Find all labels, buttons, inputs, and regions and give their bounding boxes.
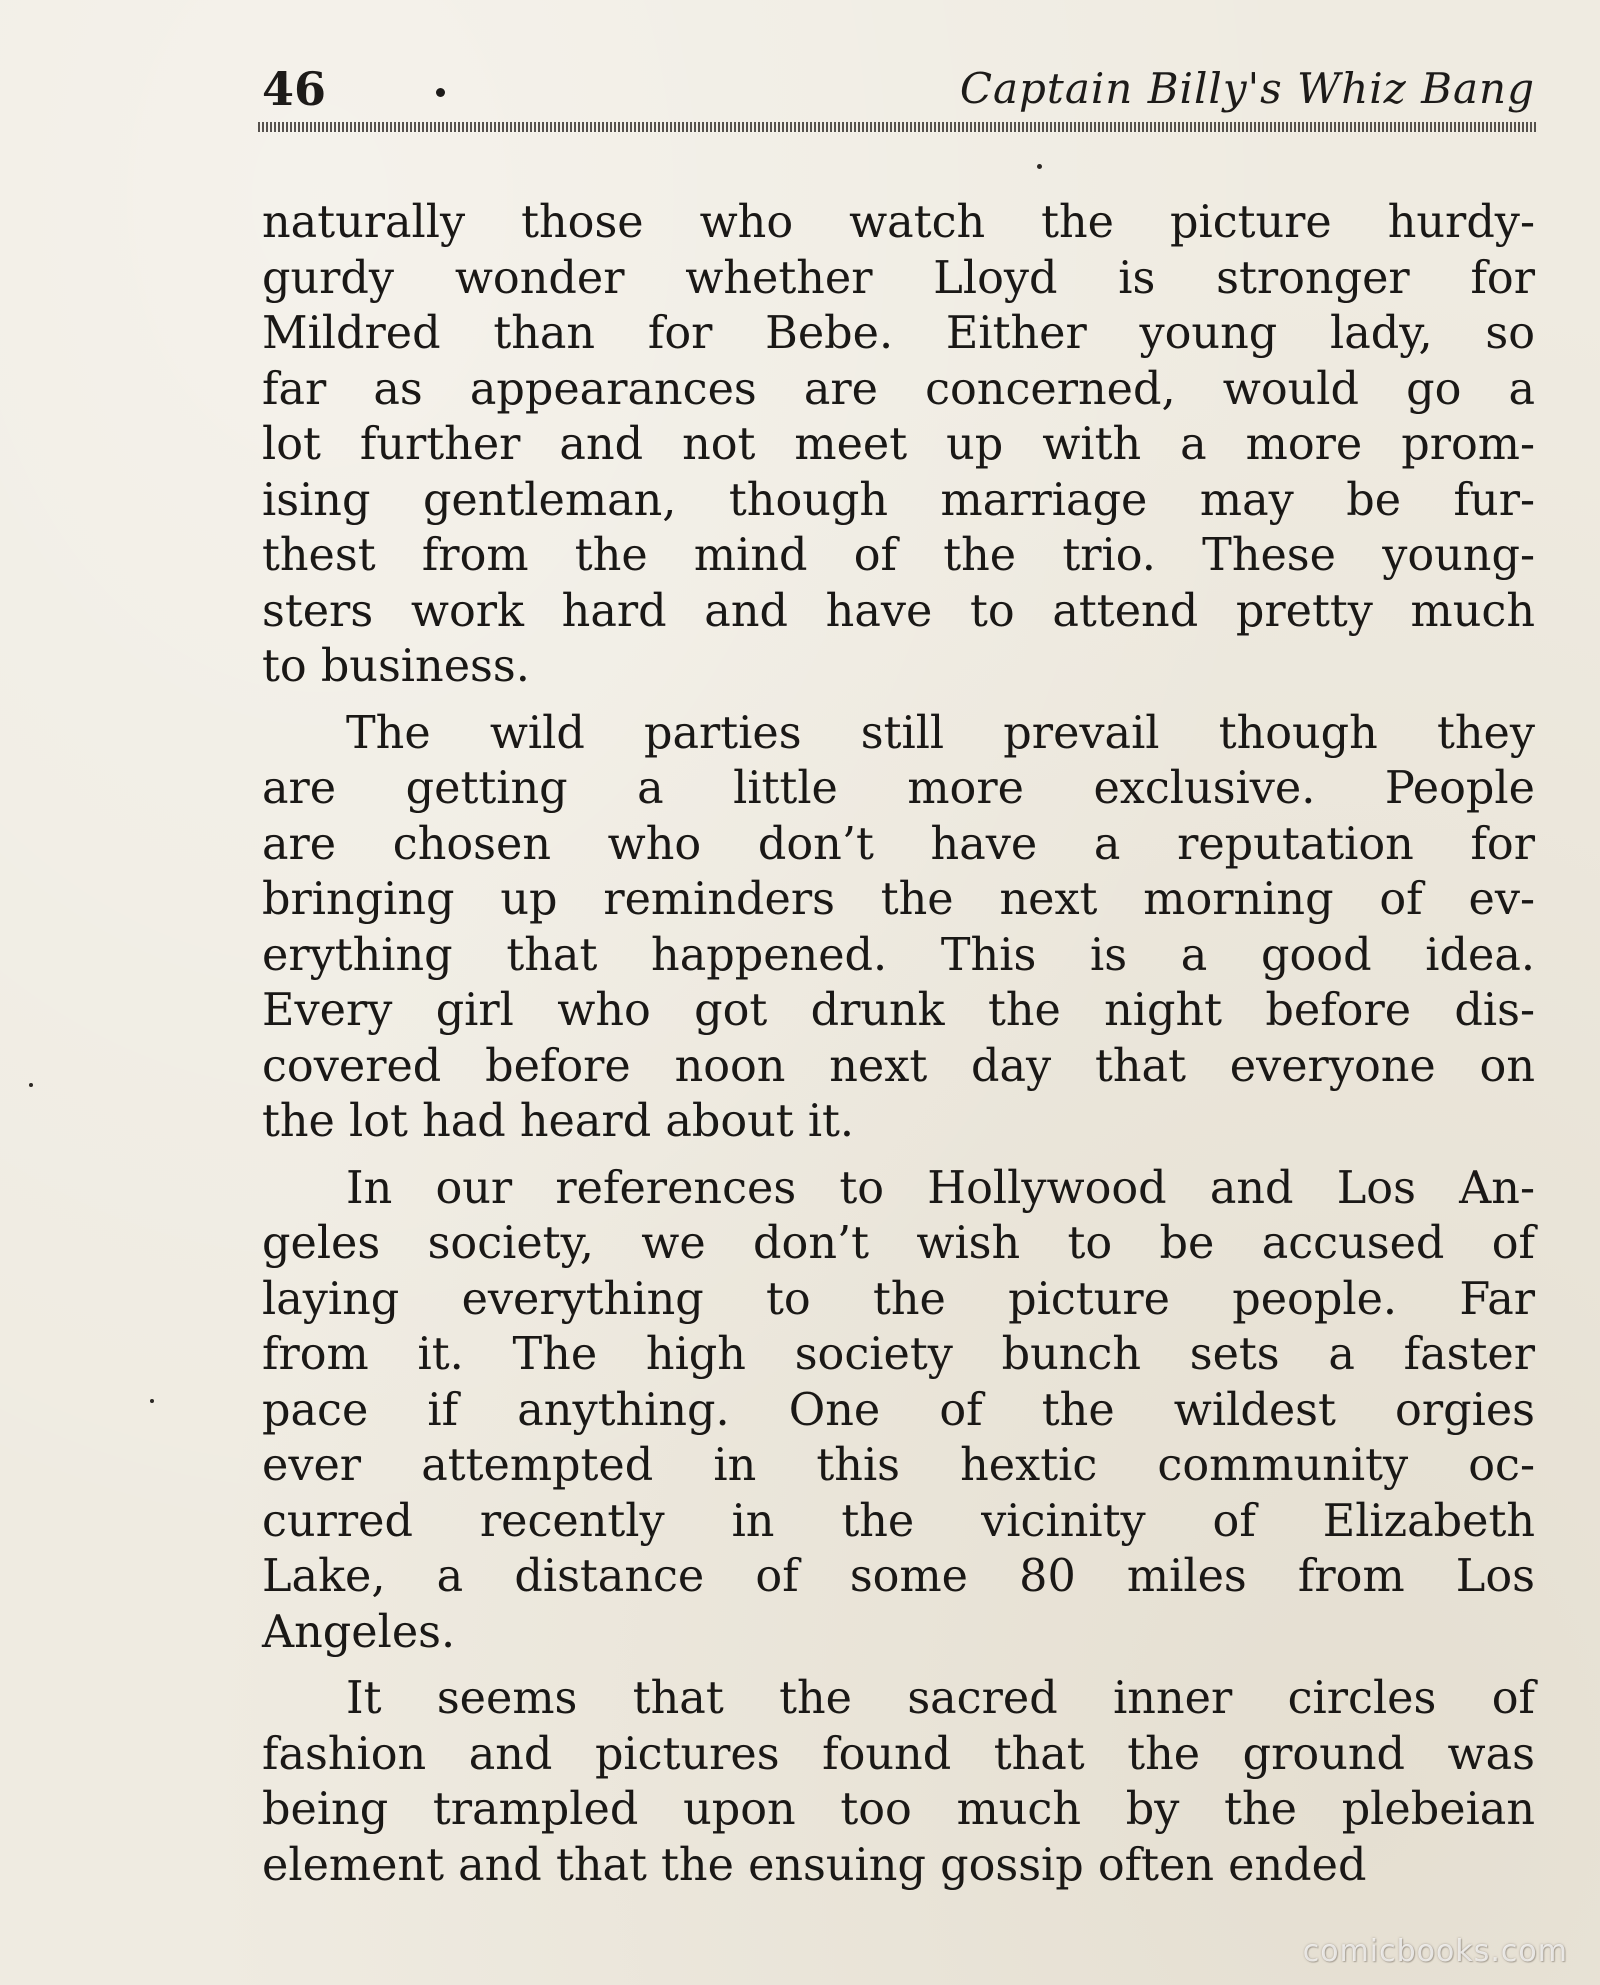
text-line: being trampled upon too much by the plebeian: [262, 1784, 1535, 1835]
text-line: It seems that the sacred inner circles of: [346, 1673, 1535, 1724]
running-title: Captain Billy's Whiz Bang: [959, 64, 1535, 113]
text-line: ever attempted in this hextic community oc-: [262, 1440, 1535, 1491]
header-rule: [258, 122, 1536, 132]
text-line: ising gentleman, though marriage may be fur-: [262, 474, 1535, 526]
text-line: Every girl who got drunk the night before dis-: [262, 985, 1535, 1036]
text-line: Lake, a distance of some 80 miles from Los: [262, 1551, 1535, 1602]
text-line: naturally those who watch the picture hurdy-: [262, 197, 1535, 248]
text-line: are chosen who don’t have a reputation for: [262, 818, 1535, 870]
text-line: far as appearances are concerned, would go a: [262, 363, 1535, 415]
text-line: covered before noon next day that everyone on: [262, 1040, 1535, 1092]
text-line: erything that happened. This is a good idea.: [262, 929, 1535, 981]
text-line: gurdy wonder whether Lloyd is stronger for: [262, 252, 1535, 304]
text-line: from it. The high society bunch sets a faster: [262, 1329, 1535, 1380]
text-line: sters work hard and have to attend pretty much: [262, 585, 1535, 637]
page-number: 46: [262, 62, 327, 116]
text-line: laying everything to the picture people. Far: [262, 1273, 1535, 1325]
text-line: pace if anything. One of the wildest orgies: [262, 1384, 1535, 1436]
print-speck: [1037, 164, 1042, 169]
text-line: fashion and pictures found that the ground was: [262, 1728, 1535, 1780]
watermark: comicbooks.com: [1302, 1934, 1568, 1969]
text-line: curred recently in the vicinity of Elizabeth: [262, 1495, 1535, 1547]
page-header: [262, 58, 1535, 118]
text-line: thest from the mind of the trio. These young-: [262, 530, 1535, 581]
text-line: geles society, we don’t wish to be accused of: [262, 1218, 1535, 1269]
paragraph: [262, 706, 1535, 1150]
text-line: Angeles.: [262, 1606, 456, 1658]
text-line: to business.: [262, 641, 530, 692]
text-line: element and that the ensuing gossip often ended: [262, 1839, 1367, 1891]
print-speck: [29, 1083, 33, 1087]
text-line: the lot had heard about it.: [262, 1096, 855, 1147]
text-line: lot further and not meet up with a more prom-: [262, 419, 1535, 470]
text-line: are getting a little more exclusive. People: [262, 763, 1535, 814]
article-body: [262, 195, 1535, 1893]
header-dot: [436, 88, 445, 97]
text-line: bringing up reminders the next morning of ev-: [262, 874, 1535, 925]
print-speck: [150, 1399, 154, 1403]
text-line: In our references to Hollywood and Los An-: [346, 1162, 1535, 1214]
paragraph: [262, 1671, 1535, 1893]
text-line: Mildred than for Bebe. Either young lady, so: [262, 308, 1535, 359]
paragraph: [262, 1161, 1535, 1661]
paragraph: [262, 195, 1535, 695]
text-line: The wild parties still prevail though they: [346, 707, 1535, 759]
